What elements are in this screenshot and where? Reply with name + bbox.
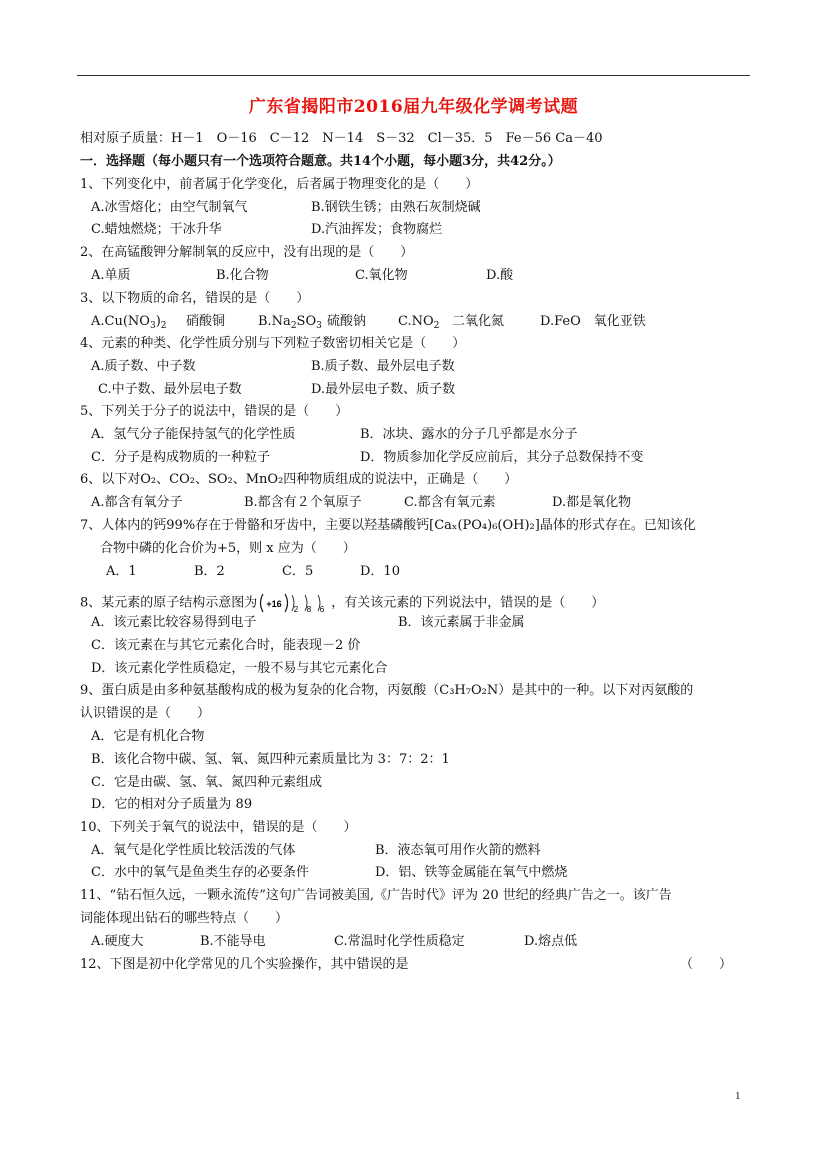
page-number: 1: [735, 1090, 741, 1102]
q4-option-c: C.中子数、最外层电子数: [98, 382, 242, 397]
nucleus-left-arc: [261, 594, 264, 612]
q9-option-a: A．它是有机化合物: [91, 729, 205, 744]
q4-stem: 4、元素的种类、化学性质分别与下列粒子数密切相关它是（ ）: [80, 336, 466, 351]
q3-c-formula: C.NO: [398, 314, 434, 329]
q6-option-a: A.都含有氧分子: [91, 495, 183, 510]
q3-a-sub2: 2: [160, 321, 167, 331]
q7-option-c: C．5: [282, 564, 314, 579]
q7-stem-line2: 合物中磷的化合价为+5，则 x 应为（ ）: [100, 541, 356, 556]
q9-option-d: D．它的相对分子质量为 89: [91, 797, 253, 812]
q3-b-sub2: 3: [316, 321, 322, 331]
q9-stem-line1: 9、蛋白质是由多种氨基酸构成的极为复杂的化合物，丙氨酸（C₃H₇O₂N）是其中的一种。以下对丙氨酸的: [80, 683, 694, 698]
nucleus-charge: +16: [266, 599, 282, 609]
q8-option-c: C．该元素在与其它元素化合时，能表现－2 价: [91, 638, 361, 653]
q5-stem: 5、下列关于分子的说法中，错误的是（ ）: [80, 404, 349, 419]
nucleus-right-arc: [285, 594, 288, 612]
q6-option-d: D.都是氧化物: [552, 495, 632, 510]
q11-option-a: A.硬度大: [91, 934, 144, 949]
q5-option-a: A．氢气分子能保持氢气的化学性质: [91, 427, 296, 442]
q9-option-c: C．它是由碳、氢、氧、氮四种元素组成: [91, 775, 322, 790]
q3-b-sub: 2: [290, 321, 297, 331]
q3-option-a: [91, 314, 167, 334]
q8-stem-pre: 8、某元素的原子结构示意图为: [80, 595, 258, 611]
q3-a-sub: 3: [149, 321, 156, 331]
page-title: 广东省揭阳市2016届九年级化学调考试题: [248, 97, 579, 117]
q10-option-a: A．氧气是化学性质比较活泼的气体: [91, 843, 296, 858]
q1-option-b: B.钢铁生锈；由熟石灰制烧碱: [311, 200, 481, 215]
q1-option-c: C.蜡烛燃烧；干冰升华: [91, 222, 222, 237]
shell-2-electrons: 8: [307, 605, 312, 614]
q3-option-d: D.FeO 氧化亚铁: [540, 314, 646, 329]
q2-stem: 2、在高锰酸钾分解制氧的反应中，没有出现的是（ ）: [80, 245, 414, 260]
q4-option-a: A.质子数、中子数: [91, 359, 196, 374]
q1-stem: 1、下列变化中，前者属于化学变化，后者属于物理变化的是（ ）: [80, 177, 479, 192]
q3-c-sub: 2: [433, 321, 440, 331]
q11-option-c: C.常温时化学性质稳定: [334, 934, 465, 949]
q6-stem: 6、以下对O₂、CO₂、SO₂、MnO₂四种物质组成的说法中，正确是（ ）: [80, 472, 518, 487]
q7-option-a: A．1: [106, 564, 137, 579]
q3-a-formula: A.Cu(NO: [91, 314, 150, 329]
q11-stem-line1: 11、“钻石恒久远，一颗永流传”这句广告词被美国,《广告时代》评为 20 世纪的经典广告之一。该广告: [80, 888, 672, 903]
q3-b-formula: B.Na: [258, 314, 291, 329]
q5-option-c: C．分子是构成物质的一种粒子: [91, 450, 270, 465]
q8-option-b: B．该元素属于非金属: [398, 615, 525, 630]
q4-option-b: B.质子数、最外层电子数: [311, 359, 455, 374]
q11-option-d: D.熔点低: [524, 934, 578, 949]
q12-answer-paren: （ ）: [680, 957, 733, 972]
q10-option-d: D．铝、铁等金属能在氧气中燃烧: [375, 865, 568, 880]
q3-option-c: [398, 314, 439, 334]
q3-stem: 3、以下物质的命名，错误的是（ ）: [80, 291, 310, 306]
q9-stem-line2: 认识错误的是（ ）: [80, 706, 211, 721]
shell-1-electrons: 2: [294, 605, 299, 614]
q10-option-b: B．液态氧可用作火箭的燃料: [375, 843, 541, 858]
q1-option-d: D.汽油挥发；食物腐烂: [311, 222, 443, 237]
q3-b-mid: SO: [296, 314, 317, 329]
q3-option-b: [258, 314, 322, 334]
section-heading: 一．选择题（每小题只有一个选项符合题意。共14个小题，每小题3分，共42分。）: [80, 154, 561, 169]
q2-option-c: C.氧化物: [355, 268, 408, 283]
q8-option-d: D．该元素化学性质稳定，一般不易与其它元素化合: [91, 661, 388, 676]
q12-stem: 12、下图是初中化学常见的几个实验操作，其中错误的是: [80, 957, 409, 972]
q5-option-b: B．冰块、露水的分子几乎都是水分子: [360, 427, 578, 442]
header-rule: [77, 75, 750, 76]
q3-a-name: 硝酸铜: [186, 314, 226, 329]
q9-option-b: B．该化合物中碳、氢、氧、氮四种元素质量比为 3：7：2：1: [91, 752, 450, 767]
q6-option-b: B.都含有２个氧原子: [244, 495, 362, 510]
q3-b-name: 硫酸钠: [327, 314, 367, 329]
shell-3-electrons: 6: [320, 605, 325, 614]
q8-option-a: A．该元素比较容易得到电子: [91, 615, 257, 630]
q7-option-d: D．10: [360, 564, 400, 579]
q10-stem: 10、下列关于氧气的说法中，错误的是（ ）: [80, 820, 357, 835]
q2-option-b: B.化合物: [216, 268, 269, 283]
atomic-masses: 相对原子质量：H－1 O－16 C－12 N－14 S－32 Cl－35．5 Fe－56 Ca－40: [80, 131, 603, 146]
q5-option-d: D．物质参加化学反应前后，其分子总数保持不变: [360, 450, 644, 465]
q4-option-d: D.最外层电子数、质子数: [311, 382, 456, 397]
q7-option-b: B．2: [194, 564, 225, 579]
atom-structure-diagram: [258, 592, 330, 614]
q2-option-d: D.酸: [486, 268, 514, 283]
q7-stem-line1: 7、人体内的钙99%存在于骨骼和牙齿中，主要以羟基磷酸钙[Caₓ(PO₄)₆(OH)₂]晶体的形式存在。已知该化: [80, 518, 696, 533]
q2-option-a: A.单质: [91, 268, 131, 283]
q6-option-c: C.都含有氧元素: [404, 495, 496, 510]
q8-stem-post: ，有关该元素的下列说法中，错误的是（ ）: [331, 595, 605, 611]
q1-option-a: A.冰雪熔化；由空气制氧气: [91, 200, 248, 215]
q3-a-close: ): [155, 314, 161, 329]
q3-c-name: 二氧化氮: [452, 314, 505, 329]
q10-option-c: C．水中的氧气是鱼类生存的必要条件: [91, 865, 309, 880]
q11-option-b: B.不能导电: [200, 934, 266, 949]
q8-stem: [80, 592, 604, 614]
q11-stem-line2: 词能体现出钻石的哪些特点（ ）: [80, 911, 289, 926]
